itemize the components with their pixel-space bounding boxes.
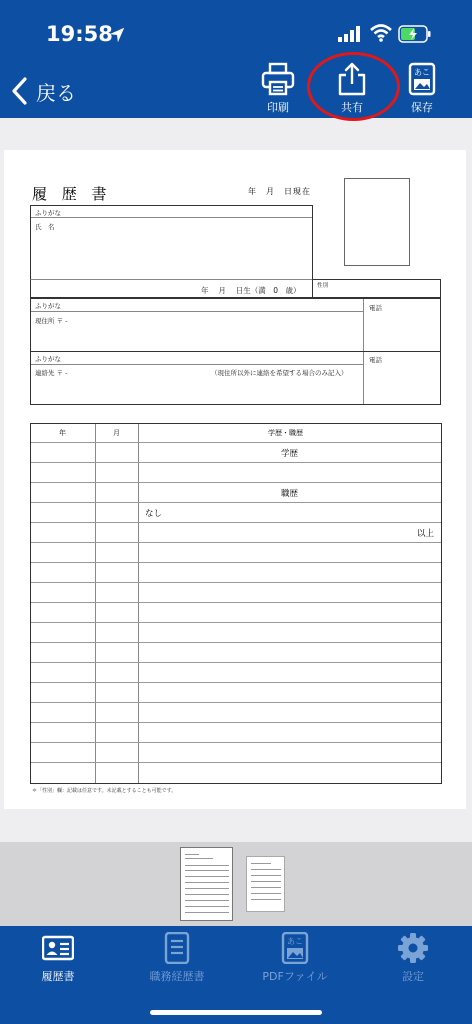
end-marker: 以上: [417, 529, 435, 539]
share-icon: [335, 62, 369, 96]
tab-career-history-label: 職務経歴書: [149, 970, 205, 983]
photo-box: [344, 178, 410, 266]
gear-icon: [397, 932, 429, 964]
id-card-icon: [42, 932, 74, 964]
tab-career-history[interactable]: [122, 932, 232, 984]
back-button[interactable]: [10, 74, 76, 108]
page-thumbnail-strip: [0, 842, 472, 926]
contact-address-label: 連絡先 〒 -: [35, 369, 68, 377]
address-furigana-label: ふりがな: [35, 302, 61, 310]
print-label: 印刷: [267, 101, 289, 114]
location-arrow-icon: [108, 26, 126, 44]
chevron-left-icon: [10, 76, 28, 106]
tab-resume[interactable]: [3, 932, 113, 984]
gender-cell: [312, 279, 441, 298]
column-month: 月: [113, 429, 120, 437]
battery-charging-icon: [398, 25, 432, 43]
current-address-label: 現住所 〒 -: [35, 317, 68, 325]
phone-label-address: 電話: [369, 304, 382, 312]
pdf-image-icon: [279, 932, 311, 964]
resume-document: [4, 150, 466, 809]
top-bar: [0, 0, 472, 118]
tab-pdf-file-label: PDFファイル: [262, 970, 328, 983]
address-section: [30, 298, 441, 405]
column-year: 年: [59, 429, 66, 437]
wifi-icon: [370, 24, 392, 42]
furigana-label: ふりがな: [35, 209, 61, 217]
name-label: 氏 名: [35, 223, 55, 231]
column-content: 学歴・職歴: [268, 429, 303, 437]
gender-footnote: ＊「性別」欄：記載は任意です。未記載とすることも可能です。: [32, 788, 177, 794]
date-label: 年 月 日現在: [248, 187, 311, 196]
birth-label: 年 月 日生（満 0 歳）: [201, 286, 301, 295]
svg-text:あこ: あこ: [287, 937, 303, 946]
home-indicator: [150, 1010, 322, 1015]
tab-resume-label: 履歴書: [41, 970, 75, 983]
share-label: 共有: [341, 101, 363, 114]
no-work-history: なし: [145, 509, 163, 519]
work-heading: 職歴: [281, 489, 299, 499]
contact-note: （現住所以外に連絡を希望する場合のみ記入）: [211, 369, 348, 377]
birth-row: [30, 279, 313, 298]
status-time: 19:58: [46, 22, 113, 46]
thumbnail-resume[interactable]: [180, 847, 233, 921]
share-button[interactable]: [330, 62, 374, 116]
contact-furigana-label: ふりがな: [35, 355, 61, 363]
document-title: 履 歴 書: [32, 185, 112, 203]
save-label: 保存: [411, 101, 433, 114]
print-button[interactable]: [256, 62, 300, 116]
tab-settings-label: 設定: [402, 970, 424, 983]
svg-text:あこ: あこ: [414, 68, 430, 77]
history-table: [30, 423, 442, 784]
save-image-icon: [405, 62, 439, 96]
document-icon: [161, 932, 193, 964]
cellular-signal-icon: [338, 26, 362, 42]
gender-label: 性別: [317, 283, 329, 289]
save-button[interactable]: [400, 62, 444, 116]
back-label: 戻る: [36, 80, 76, 105]
education-heading: 学歴: [281, 449, 299, 459]
phone-label-contact: 電話: [369, 356, 382, 364]
printer-icon: [261, 62, 295, 96]
thumbnail-career-history[interactable]: [246, 856, 285, 912]
tab-settings[interactable]: [358, 932, 468, 984]
tab-pdf-file[interactable]: [240, 932, 350, 984]
